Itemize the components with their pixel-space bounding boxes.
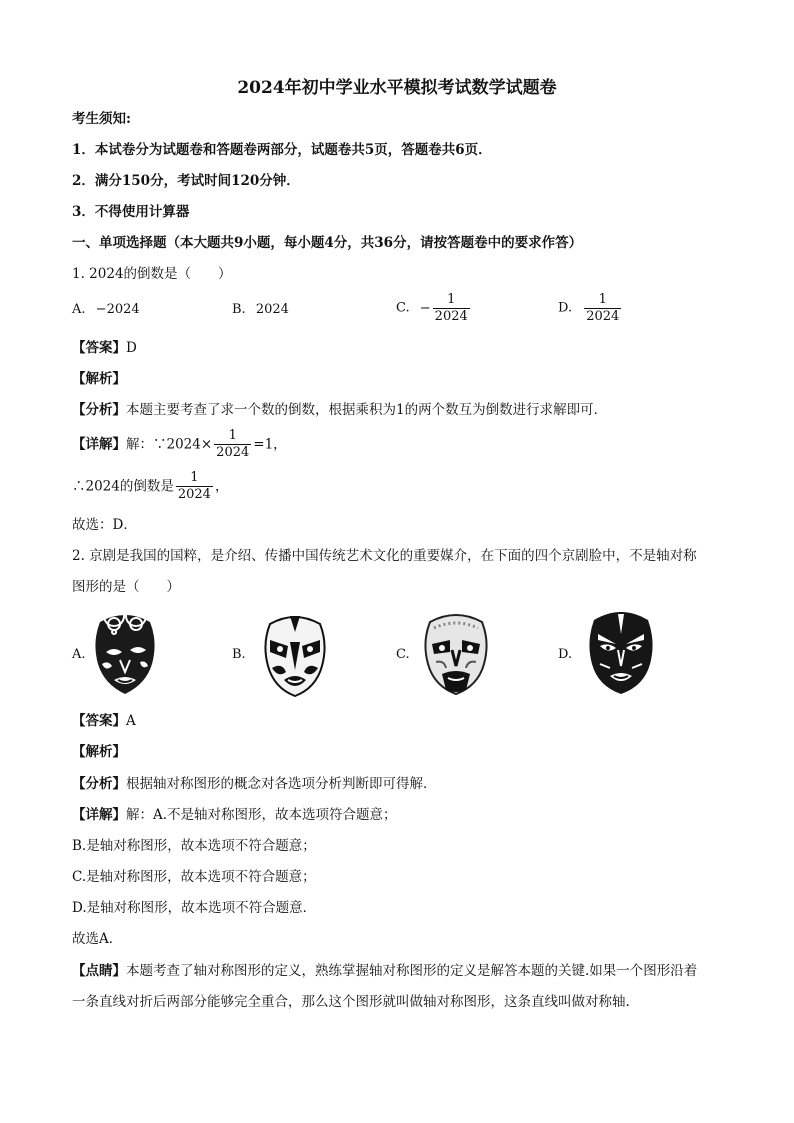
q2-comment-line-2: 一条直线对折后两部分能够完全重合，那么这个图形就叫做轴对称图形，这条直线叫做对称轴. [72,994,630,1010]
q1-option-b [232,301,289,319]
q2-option-b-label: B. [232,647,246,662]
q1-option-d-fraction [584,292,621,325]
detail-text: 解：A.不是轴对称图形，故本选项符合题意； [126,807,397,823]
fraction-numerator: 1 [598,292,607,307]
q2-analysis-tag [72,743,126,761]
detail-tag: 【详解】 [72,436,126,453]
q2-line-c: C.是轴对称图形，故本选项不符合题意； [72,869,316,885]
fenxi-text: 根据轴对称图形的概念对各选项分析判断即可得解． [126,776,437,792]
q1-option-c-label: C. [396,300,410,316]
section-heading: 一、单项选择题（本大题共9小题，每小题4分，共36分，请按答题卷中的要求作答） [72,235,583,251]
detail-post: =1， [253,436,287,453]
detail-fraction [214,428,251,461]
q2-line-b: B.是轴对称图形，故本选项不符合题意； [72,838,316,854]
therefore-post: ， [214,478,229,495]
answer-value: A [126,713,136,729]
analysis-tag: 【解析】 [72,371,126,387]
answer-value: D [126,340,137,356]
q2-stem-line-2: 图形的是（ ） [72,579,180,595]
q2-fenxi [72,775,437,793]
therefore-pre: ∴2024的倒数是 [72,478,174,495]
opera-mask-d-image [586,608,656,696]
q1-fenxi [72,401,607,419]
answer-tag: 【答案】 [72,713,126,729]
fraction-denominator: 2024 [434,309,468,324]
notice-heading: 考生须知: [72,111,131,127]
fraction-numerator: 1 [190,470,199,485]
q2-answer [72,712,136,730]
comment-tag: 【点睛】 [72,963,126,979]
q1-stem: 1. 2024的倒数是（ ） [72,266,232,282]
detail-pre: 解：∵2024× [126,436,213,453]
q2-comment-line-1 [72,962,697,980]
q2-option-a-label: A. [72,647,86,662]
q2-option-c-label: C. [396,647,410,662]
q2-line-d: D.是轴对称图形，故本选项不符合题意． [72,900,317,916]
q1-option-b-label: B. [232,302,246,317]
opera-mask-b-image [262,612,328,698]
q1-choose: 故选：D． [72,517,137,533]
q1-analysis-tag [72,370,126,388]
opera-mask-c-image [422,610,490,696]
fenxi-tag: 【分析】 [72,776,126,792]
q1-option-c-fraction [433,292,470,325]
analysis-tag: 【解析】 [72,744,126,760]
q1-option-d-label: D. [558,300,573,316]
q2-choose: 故选A． [72,931,123,947]
fenxi-tag: 【分析】 [72,402,126,418]
q1-therefore [72,470,228,503]
notice-item-2: 2．满分150分，考试时间120分钟． [72,173,300,189]
notice-item-3: 3．不得使用计算器 [72,204,190,220]
therefore-fraction [176,470,213,503]
q1-answer [72,339,137,357]
fraction-numerator: 1 [447,292,456,307]
notice-item-1: 1．本试卷分为试题卷和答题卷两部分，试题卷共5页，答题卷共6页． [72,142,492,158]
fraction-denominator: 2024 [177,487,211,502]
q1-option-d [558,292,623,325]
q1-option-b-text: 2024 [255,302,289,317]
comment-text-1: 本题考查了轴对称图形的定义，熟练掌握轴对称图形的定义是解答本题的关键.如果一个图形沿着 [126,963,698,979]
answer-tag: 【答案】 [72,340,126,356]
q1-option-a-text: −2024 [95,302,140,317]
fraction-denominator: 2024 [216,445,250,460]
opera-mask-a-image [92,612,158,696]
q2-option-d-label: D. [558,647,573,662]
q2-detail [72,806,397,824]
fraction-denominator: 2024 [586,309,620,324]
q1-option-a-label: A. [72,302,86,317]
fenxi-text: 本题主要考查了求一个数的倒数，根据乘积为1的两个数互为倒数进行求解即可． [126,402,608,418]
q1-detail [72,428,287,461]
q2-stem-line-1: 2. 京剧是我国的国粹，是介绍、传播中国传统艺术文化的重要媒介，在下面的四个京剧脸中，不是轴对称 [72,548,697,564]
q1-option-a [72,301,140,319]
detail-tag: 【详解】 [72,807,126,823]
fraction-numerator: 1 [228,428,237,443]
q1-option-c [396,292,472,325]
q1-option-c-sign: − [419,300,431,316]
page-title: 2024年初中学业水平模拟考试数学试题卷 [237,78,557,98]
